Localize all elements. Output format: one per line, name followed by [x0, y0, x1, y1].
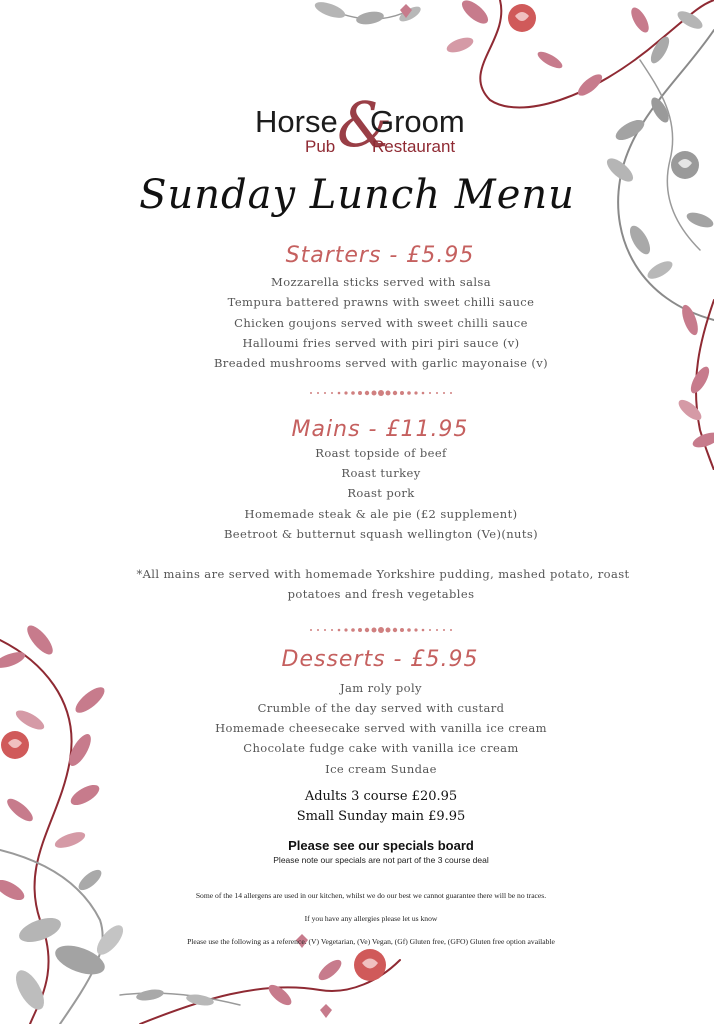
starter-item: Chicken goujons served with sweet chilli sauce [234, 316, 528, 330]
small-main-price: Small Sunday main £9.95 [296, 809, 466, 824]
restaurant-logo [255, 90, 475, 160]
mains-note-line2: potatoes and fresh vegetables [287, 587, 475, 601]
main-item: Roast pork [347, 486, 415, 500]
starters-heading: Starters - £5.95 [285, 243, 475, 268]
adults-price: Adults 3 course £20.95 [304, 789, 458, 804]
dotted-divider [308, 625, 454, 635]
logo-restaurant: Restaurant [372, 137, 456, 156]
dietary-reference-note: Please use the following as a reference. (V) Vegetarian, (Ve) Vegan, (Gf) Gluten free, (GFO) Gluten free option available [187, 937, 555, 946]
logo-horse: Horse [255, 104, 338, 139]
starter-item: Breaded mushrooms served with garlic mayonaise (v) [213, 356, 549, 370]
desserts-heading: Desserts - £5.95 [281, 647, 479, 672]
dessert-item: Crumble of the day served with custard [257, 701, 505, 715]
allergies-note: If you have any allergies please let us know [304, 914, 438, 923]
starter-item: Halloumi fries served with piri piri sauce (v) [242, 336, 520, 350]
main-item: Beetroot & butternut squash wellington (Ve)(nuts) [223, 527, 539, 541]
dessert-item: Ice cream Sundae [325, 762, 437, 776]
main-item: Roast topside of beef [315, 446, 447, 460]
starter-item: Tempura battered prawns with sweet chilli sauce [227, 295, 535, 309]
main-item: Homemade steak & ale pie (£2 supplement) [244, 507, 518, 521]
logo-groom: Groom [370, 104, 465, 139]
dotted-divider [308, 388, 454, 398]
mains-note-line1: *All mains are served with homemade Yorkshire pudding, mashed potato, roast [136, 567, 630, 581]
dessert-item: Homemade cheesecake served with vanilla ice cream [215, 721, 547, 735]
mains-heading: Mains - £11.95 [291, 417, 469, 442]
dessert-item: Jam roly poly [340, 681, 422, 695]
logo-pub: Pub [305, 137, 336, 156]
menu-title: Sunday Lunch Menu [139, 172, 575, 218]
allergen-note: Some of the 14 allergens are used in our kitchen, whilst we do our best we cannot guarantee there will be no traces. [195, 891, 547, 900]
specials-note: Please note our specials are not part of the 3 course deal [273, 855, 489, 865]
main-item: Roast turkey [341, 466, 421, 480]
dessert-item: Chocolate fudge cake with vanilla ice cream [243, 741, 519, 755]
logo-ampersand: & [337, 88, 393, 161]
specials-heading: Please see our specials board [288, 838, 474, 853]
starter-item: Mozzarella sticks served with salsa [271, 275, 491, 289]
